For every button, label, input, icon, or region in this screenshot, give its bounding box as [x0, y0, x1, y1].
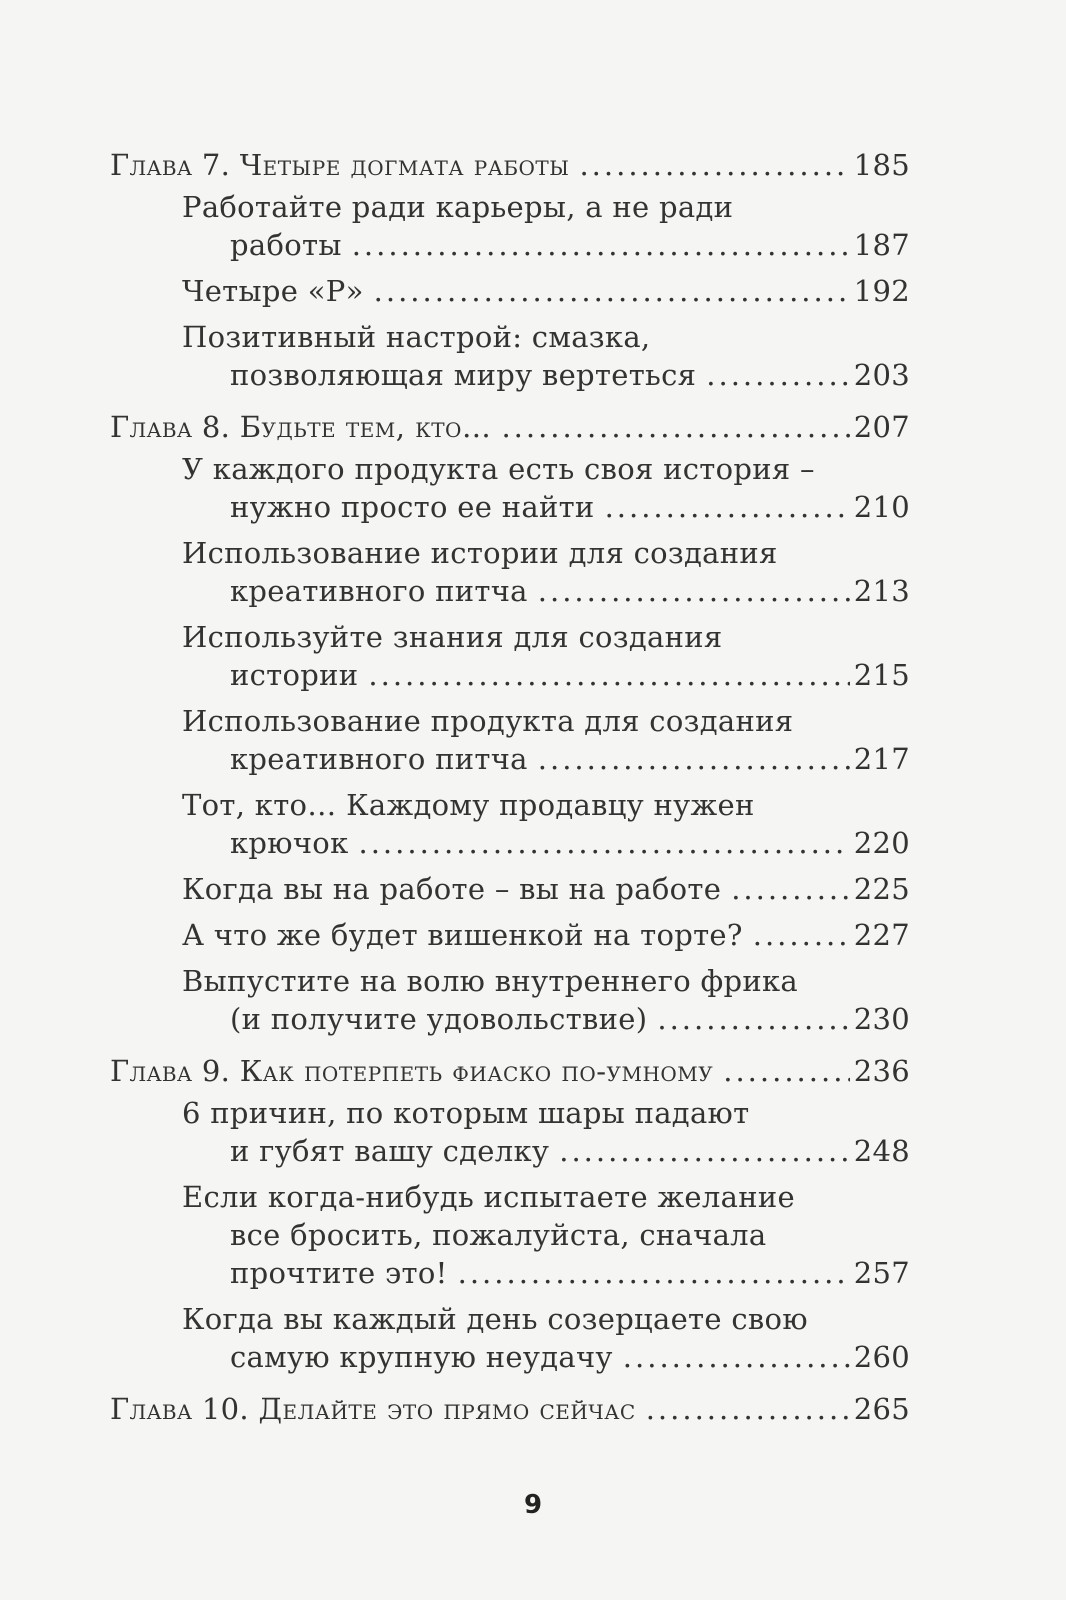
- toc-entry-line: [230, 1000, 910, 1038]
- toc-entry[interactable]: [182, 534, 910, 610]
- toc-entry-text: прочтите это!: [230, 1256, 448, 1290]
- chapter-heading-text: [110, 408, 491, 446]
- chapter-heading-text: [110, 1052, 713, 1090]
- toc-entry-page-number: 215: [853, 658, 910, 692]
- chapter-block: [110, 1390, 910, 1428]
- toc-entry-text: Если когда-нибудь испытаете желание: [182, 1180, 795, 1214]
- toc-entry-text: крючок: [230, 826, 349, 860]
- toc-entry-line: [230, 1254, 910, 1292]
- toc-entry-text: Работайте ради карьеры, а не ради: [182, 190, 734, 224]
- toc-entry-line: [182, 618, 910, 656]
- toc-entry[interactable]: [182, 1094, 910, 1170]
- toc-entry-line: [230, 356, 910, 394]
- dot-leader: [579, 146, 849, 184]
- chapter-label: Глава 9.: [110, 1054, 231, 1088]
- dot-leader: [657, 1000, 849, 1038]
- toc-entry-page-number: 225: [853, 872, 910, 906]
- toc-entry-text: позволяющая миру вертеться: [230, 358, 697, 392]
- chapter-title: Как потерпеть фиаско по-умному: [239, 1054, 714, 1088]
- chapter-page-number: 236: [853, 1054, 910, 1088]
- toc-entry[interactable]: [182, 870, 910, 908]
- toc-entry[interactable]: [182, 1178, 910, 1292]
- chapter-page-number: 207: [853, 410, 910, 444]
- toc-entry-text: все бросить, пожалуйста, сначала: [230, 1218, 767, 1252]
- toc-entry-text: Когда вы каждый день созерцаете свою: [182, 1302, 808, 1336]
- dot-leader: [731, 870, 850, 908]
- chapter-heading[interactable]: [110, 1052, 910, 1090]
- toc-entry-line: [230, 824, 910, 862]
- chapter-page-number: 185: [853, 148, 910, 182]
- toc-entry-line: [182, 188, 910, 226]
- toc-entry-page-number: 217: [853, 742, 910, 776]
- dot-leader: [538, 740, 850, 778]
- toc-entry-page-number: 230: [853, 1002, 910, 1036]
- toc-entry-line: [230, 1216, 910, 1254]
- dot-leader: [706, 356, 849, 394]
- toc-entry-line: [182, 534, 910, 572]
- toc-entry-line: [230, 1132, 910, 1170]
- page-number: 9: [523, 1490, 543, 1520]
- chapter-label: Глава 10.: [110, 1392, 249, 1426]
- chapter-title: Будьте тем, кто…: [239, 410, 492, 444]
- toc-entry-text: самую крупную неудачу: [230, 1340, 613, 1374]
- toc-entry-line: [182, 962, 910, 1000]
- toc-entry-page-number: 248: [853, 1134, 910, 1168]
- toc-entry-line: [230, 1338, 910, 1376]
- toc-entry-line: [182, 870, 910, 908]
- toc-entry[interactable]: [182, 1300, 910, 1376]
- toc-entry-text: Использование продукта для создания: [182, 704, 794, 738]
- chapter-label: Глава 7.: [110, 148, 231, 182]
- dot-leader: [368, 656, 849, 694]
- toc-entry-text: креативного питча: [230, 574, 528, 608]
- toc-entry-text: 6 причин, по которым шары падают: [182, 1096, 750, 1130]
- chapter-label: Глава 8.: [110, 410, 231, 444]
- chapter-block: [110, 1052, 910, 1376]
- toc-entry[interactable]: [182, 786, 910, 862]
- dot-leader: [623, 1338, 850, 1376]
- toc-entry-line: [230, 226, 910, 264]
- dot-leader: [753, 916, 850, 954]
- chapter-page-number: 265: [853, 1392, 910, 1426]
- dot-leader: [374, 272, 850, 310]
- dot-leader: [646, 1390, 850, 1428]
- chapter-block: [110, 408, 910, 1038]
- dot-leader: [501, 408, 849, 446]
- toc-entry-line: [182, 916, 910, 954]
- toc-entry-line: [182, 1178, 910, 1216]
- toc-entry[interactable]: [182, 702, 910, 778]
- toc-entry[interactable]: [182, 618, 910, 694]
- toc-entry-text: (и получите удовольствие): [230, 1002, 648, 1036]
- toc-entry-text: и губят вашу сделку: [230, 1134, 550, 1168]
- toc-entry[interactable]: [182, 962, 910, 1038]
- chapter-heading[interactable]: [110, 408, 910, 446]
- table-of-contents: [110, 146, 910, 1442]
- toc-entry-text: У каждого продукта есть своя история –: [182, 452, 815, 486]
- toc-entry-text: креативного питча: [230, 742, 528, 776]
- toc-entry-text: работы: [230, 228, 342, 262]
- toc-entry-text: Четыре «Р»: [182, 274, 364, 308]
- chapter-block: [110, 146, 910, 394]
- toc-entry-page-number: 257: [853, 1256, 910, 1290]
- toc-entry[interactable]: [182, 188, 910, 264]
- toc-entry-text: Тот, кто… Каждому продавцу нужен: [182, 788, 755, 822]
- chapter-heading[interactable]: [110, 1390, 910, 1428]
- toc-entry-page-number: 187: [853, 228, 910, 262]
- toc-entry-page-number: 203: [853, 358, 910, 392]
- toc-entry-page-number: 260: [853, 1340, 910, 1374]
- toc-entry-line: [230, 488, 910, 526]
- toc-entry-line: [182, 318, 910, 356]
- toc-entry-line: [182, 786, 910, 824]
- toc-entry-page-number: 210: [853, 490, 910, 524]
- toc-entry-page-number: 220: [853, 826, 910, 860]
- chapter-title: Четыре догмата работы: [239, 148, 570, 182]
- toc-entry-line: [182, 450, 910, 488]
- toc-entry-line: [230, 656, 910, 694]
- toc-entry-line: [182, 1094, 910, 1132]
- toc-entry-text: Использование истории для создания: [182, 536, 778, 570]
- dot-leader: [359, 824, 850, 862]
- toc-entry-line: [230, 740, 910, 778]
- toc-entry-page-number: 192: [853, 274, 910, 308]
- chapter-heading-text: [110, 146, 569, 184]
- chapter-heading[interactable]: [110, 146, 910, 184]
- dot-leader: [605, 488, 850, 526]
- toc-entry-line: [230, 572, 910, 610]
- toc-entry-line: [182, 1300, 910, 1338]
- toc-entry-line: [182, 702, 910, 740]
- toc-entry-text: Используйте знания для создания: [182, 620, 723, 654]
- dot-leader: [352, 226, 850, 264]
- toc-entry-text: А что же будет вишенкой на торте?: [182, 918, 743, 952]
- dot-leader: [538, 572, 850, 610]
- toc-entry-text: Когда вы на работе – вы на работе: [182, 872, 722, 906]
- dot-leader: [458, 1254, 850, 1292]
- chapter-title: Делайте это прямо сейчас: [258, 1392, 636, 1426]
- toc-entry-text: Позитивный настрой: смазка,: [182, 320, 651, 354]
- dot-leader: [559, 1132, 849, 1170]
- toc-entry-page-number: 227: [853, 918, 910, 952]
- toc-entry-text: нужно просто ее найти: [230, 490, 595, 524]
- toc-entry-line: [182, 272, 910, 310]
- toc-entry[interactable]: [182, 450, 910, 526]
- chapter-heading-text: [110, 1390, 636, 1428]
- toc-entry[interactable]: [182, 272, 910, 310]
- toc-entry-text: Выпустите на волю внутреннего фрика: [182, 964, 799, 998]
- toc-entry-page-number: 213: [853, 574, 910, 608]
- dot-leader: [723, 1052, 850, 1090]
- toc-entry[interactable]: [182, 318, 910, 394]
- toc-entry[interactable]: [182, 916, 910, 954]
- toc-entry-text: истории: [230, 658, 359, 692]
